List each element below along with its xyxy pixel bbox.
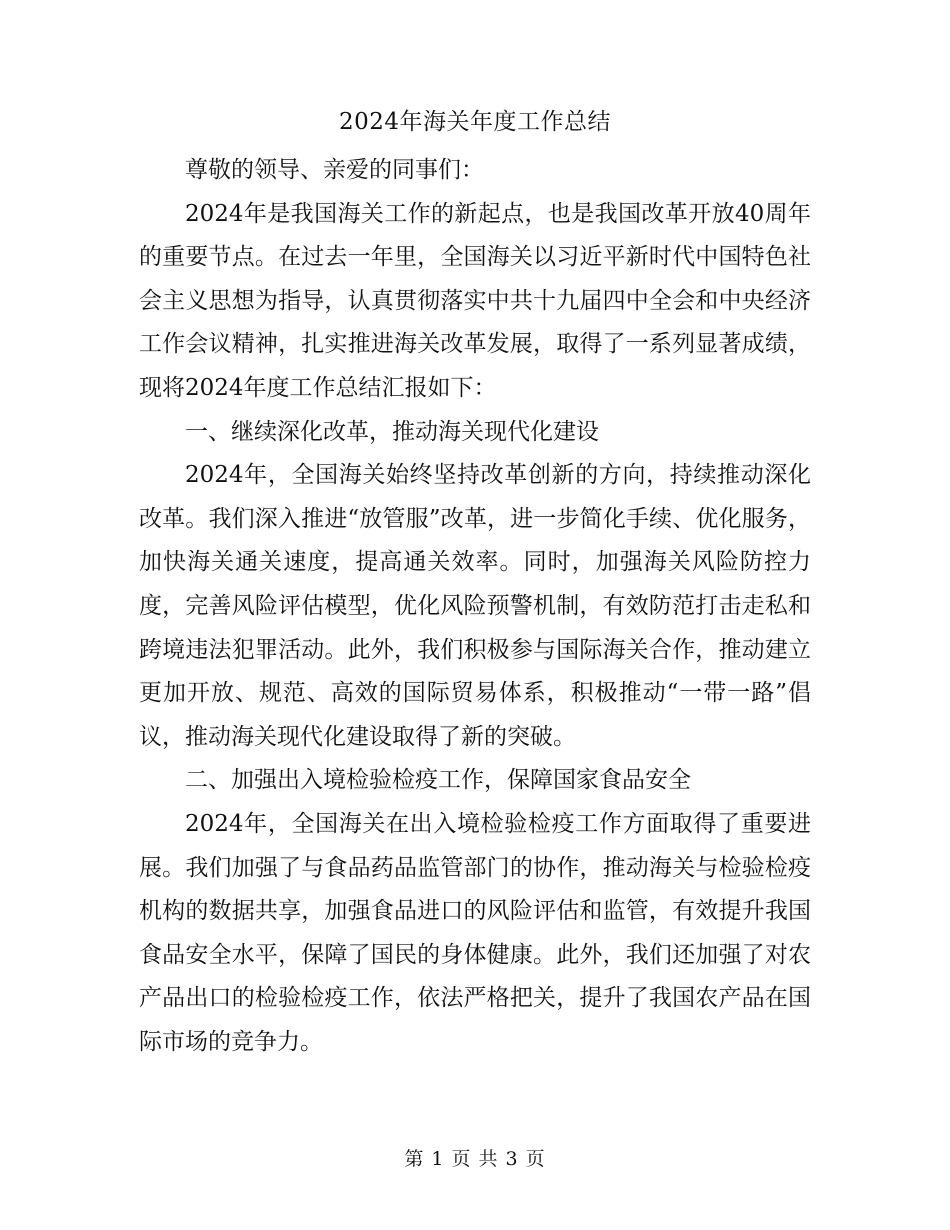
salutation-paragraph: 尊敬的领导、亲爱的同事们： — [185, 157, 484, 183]
document-title: 2024年海关年度工作总结 — [338, 109, 612, 135]
section-heading-1: 一、继续深化改革，推动海关现代化建设 — [185, 418, 599, 445]
section-heading-2: 二、加强出入境检验检疫工作，保障国家食品安全 — [185, 767, 691, 794]
document-body — [139, 149, 811, 1064]
section-1-paragraph: 2024年，全国海关始终坚持改革创新的方向，持续推动深化改革。我们深入推进“放管服”改革，进一步简化手续、优化服务，加快海关通关速度，提高通关效率。同时，加强海关风险防控力度，完善风险评估模型，优化风险预警机制，有效防范打击走私和跨境违法犯罪活动。此外，我们积极参与国际海关合作，推动建立更加开放、规范、高效的国际贸易体系，积极推动“一带一路”倡议，推动海关现代化建设取得了新的突破。 — [139, 462, 811, 750]
page-footer: 第 1 页 共 3 页 — [404, 1148, 546, 1170]
section-2-paragraph: 2024年，全国海关在出入境检验检疫工作方面取得了重要进展。我们加强了与食品药品监管部门的协作，推动海关与检验检疫机构的数据共享，加强食品进口的风险评估和监管，有效提升我国食品安全水平，保障了国民的身体健康。此外，我们还加强了对农产品出口的检验检疫工作，依法严格把关，提升了我国农产品在国际市场的竞争力。 — [139, 810, 811, 1055]
intro-paragraph: 2024年是我国海关工作的新起点，也是我国改革开放40周年的重要节点。在过去一年里，全国海关以习近平新时代中国特色社会主义思想为指导，认真贯彻落实中共十九届四中全会和中央经济工作会议精神，扎实推进海关改革发展，取得了一系列显著成绩，现将2024年度工作总结汇报如下： — [139, 200, 811, 401]
